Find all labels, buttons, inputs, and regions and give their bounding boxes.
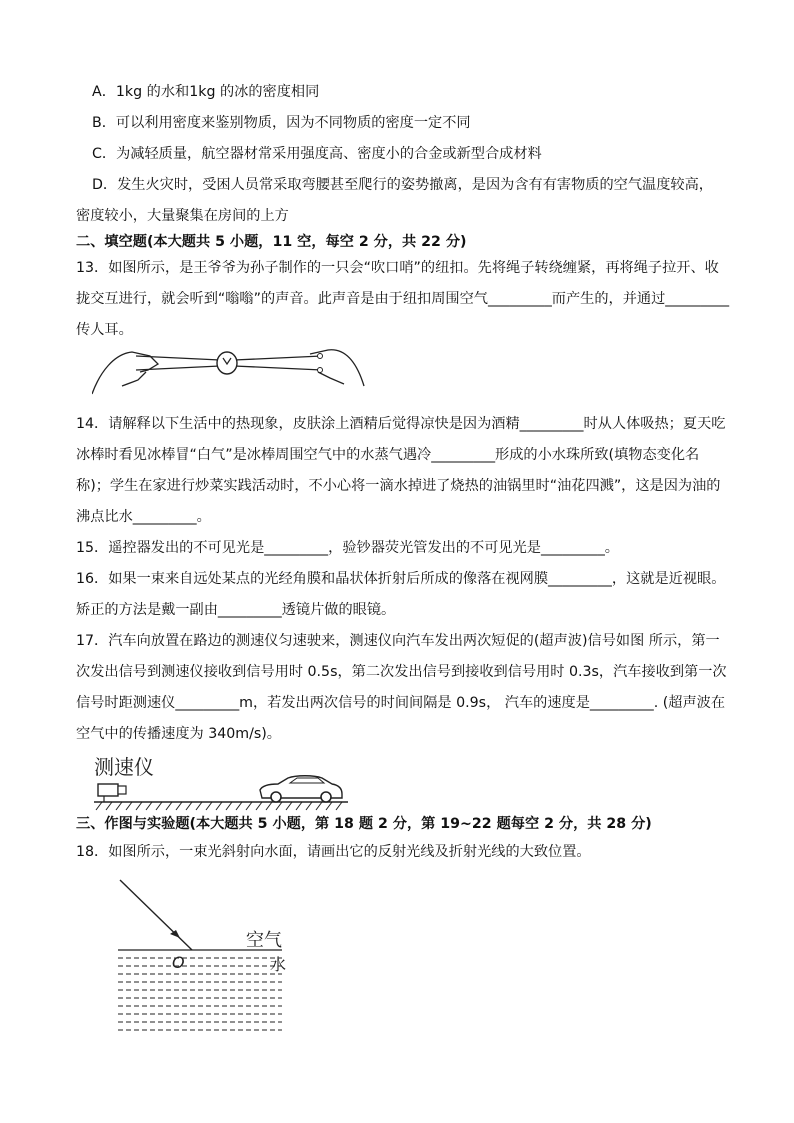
air-label: 空气 (246, 930, 282, 951)
section2-heading: 二、填空题(本大题共 5 小题，11 空，每空 2 分，共 22 分) (76, 234, 467, 250)
q16-line1: 16．如果一束来自远处某点的光经角膜和晶状体折射后所成的像落在视网膜_________，这就是近视眼。 (76, 571, 726, 587)
q17-line1: 17．汽车向放置在路边的测速仪匀速驶来，测速仪向汽车发出两次短促的(超声波)信号如图 所示，第一 (76, 633, 720, 649)
q13-line2: 拢交互进行，就会听到“嗡嗡”的声音。此声音是由于纽扣周围空气_________而产生的，并通过_________ (76, 291, 730, 307)
option-d-line2: 密度较小，大量聚集在房间的上方 (76, 208, 289, 224)
button-whistle-figure (92, 342, 367, 402)
refraction-figure (110, 876, 310, 1036)
point-o-label: O (172, 953, 185, 972)
q16-line2: 矫正的方法是戴一副由_________透镜片做的眼镜。 (76, 602, 396, 618)
option-b: B．可以利用密度来鉴别物质，因为不同物质的密度一定不同 (92, 115, 471, 131)
section3-heading: 三、作图与实验题(本大题共 5 小题，第 18 题 2 分，第 19~22 题每空 2 分，共 28 分) (76, 816, 652, 832)
option-c: C．为减轻质量，航空器材常采用强度高、密度小的合金或新型合成材料 (92, 146, 542, 162)
water-label: 水 (270, 955, 287, 974)
q14-line3: 称)；学生在家进行炒菜实践活动时，不小心将一滴水掉进了烧热的油锅里时“油花四溅”，这是因为油的 (76, 478, 721, 494)
speed-radar-label: 测速仪 (94, 755, 154, 779)
q18-line1: 18．如图所示，一束光斜射向水面，请画出它的反射光线及折射光线的大致位置。 (76, 844, 591, 860)
q13-line3: 传人耳。 (76, 322, 133, 338)
q15-line1: 15．遥控器发出的不可见光是_________，验钞器荧光管发出的不可见光是_________。 (76, 540, 619, 556)
speed-radar-figure (92, 752, 352, 814)
q14-line1: 14．请解释以下生活中的热现象，皮肤涂上酒精后觉得凉快是因为酒精_________时从人体吸热；夏天吃 (76, 416, 726, 432)
q14-line2: 冰棒时看见冰棒冒“白气”是冰棒周围空气中的水蒸气遇冷_________形成的小水珠所致(填物态变化名 (76, 447, 700, 463)
q14-line4: 沸点比水_________。 (76, 509, 211, 525)
q17-line2: 次发出信号到测速仪接收到信号用时 0.5s，第二次发出信号到接收到信号用时 0.3s，汽车接收到第一次 (76, 664, 727, 680)
q17-line4: 空气中的传播速度为 340m/s)。 (76, 726, 281, 742)
option-a: A．1kg 的水和1kg 的冰的密度相同 (92, 84, 320, 100)
q17-line3: 信号时距测速仪_________m，若发出两次信号的时间间隔是 0.9s， 汽车的速度是_________. (超声波在 (76, 695, 726, 711)
q13-line1: 13．如图所示，是王爷爷为孙子制作的一只会“吹口哨”的纽扣。先将绳子转绕缠紧，再将绳子拉开、收 (76, 260, 719, 276)
option-d-line1: D．发生火灾时，受困人员常采取弯腰甚至爬行的姿势撤离，是因为含有有害物质的空气温度较高， (92, 177, 713, 193)
